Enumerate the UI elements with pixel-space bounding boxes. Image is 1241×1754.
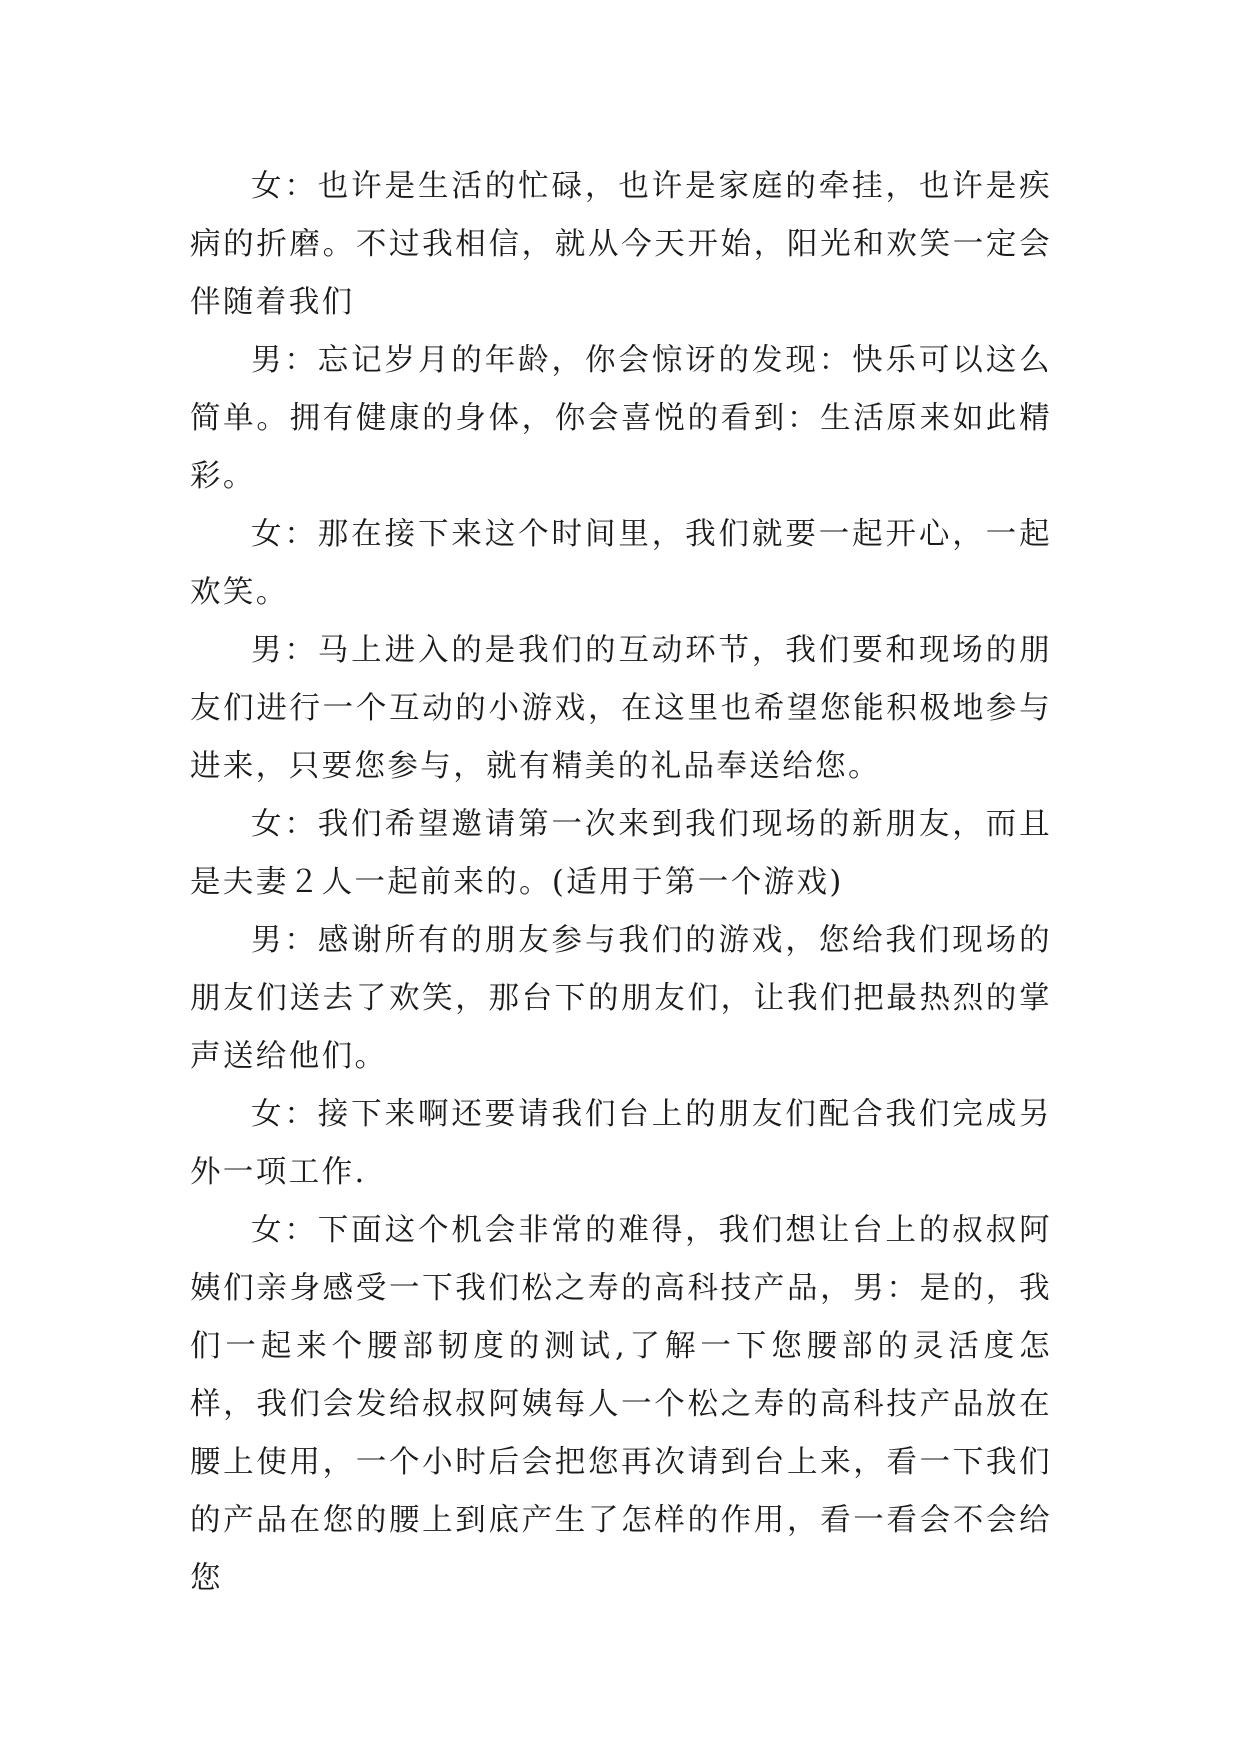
paragraph-5: 女：我们希望邀请第一次来到我们现场的新朋友，而且是夫妻２人一起前来的。(适用于第一个游戏)	[190, 807, 1052, 900]
paragraph-3: 女：那在接下来这个时间里，我们就要一起开心，一起欢笑。	[190, 517, 1052, 610]
paragraph-7: 女：接下来啊还要请我们台上的朋友们配合我们完成另外一项工作.	[190, 1097, 1052, 1190]
paragraph-4: 男：马上进入的是我们的互动环节，我们要和现场的朋友们进行一个互动的小游戏，在这里也希望您能积极地参与进来，只要您参与，就有精美的礼品奉送给您。	[190, 633, 1052, 784]
paragraph-8: 女：下面这个机会非常的难得，我们想让台上的叔叔阿姨们亲身感受一下我们松之寿的高科技产品，男：是的，我们一起来个腰部韧度的测试,了解一下您腰部的灵活度怎样，我们会发给叔叔阿姨每人一个松之寿的高科技产品放在腰上使用，一个小时后会把您再次请到台上来，看一下我们的产品在您的腰上到底产生了怎样的作用，看一看会不会给您	[190, 1213, 1052, 1596]
paragraph-6: 男：感谢所有的朋友参与我们的游戏，您给我们现场的朋友们送去了欢笑，那台下的朋友们，让我们把最热烈的掌声送给他们。	[190, 923, 1052, 1074]
paragraph-1: 女：也许是生活的忙碌，也许是家庭的牵挂，也许是疾病的折磨。不过我相信，就从今天开始，阳光和欢笑一定会伴随着我们	[190, 169, 1052, 320]
document-body	[190, 158, 1052, 1608]
paragraph-2: 男：忘记岁月的年龄，你会惊讶的发现：快乐可以这么简单。拥有健康的身体，你会喜悦的看到：生活原来如此精彩。	[190, 343, 1052, 494]
